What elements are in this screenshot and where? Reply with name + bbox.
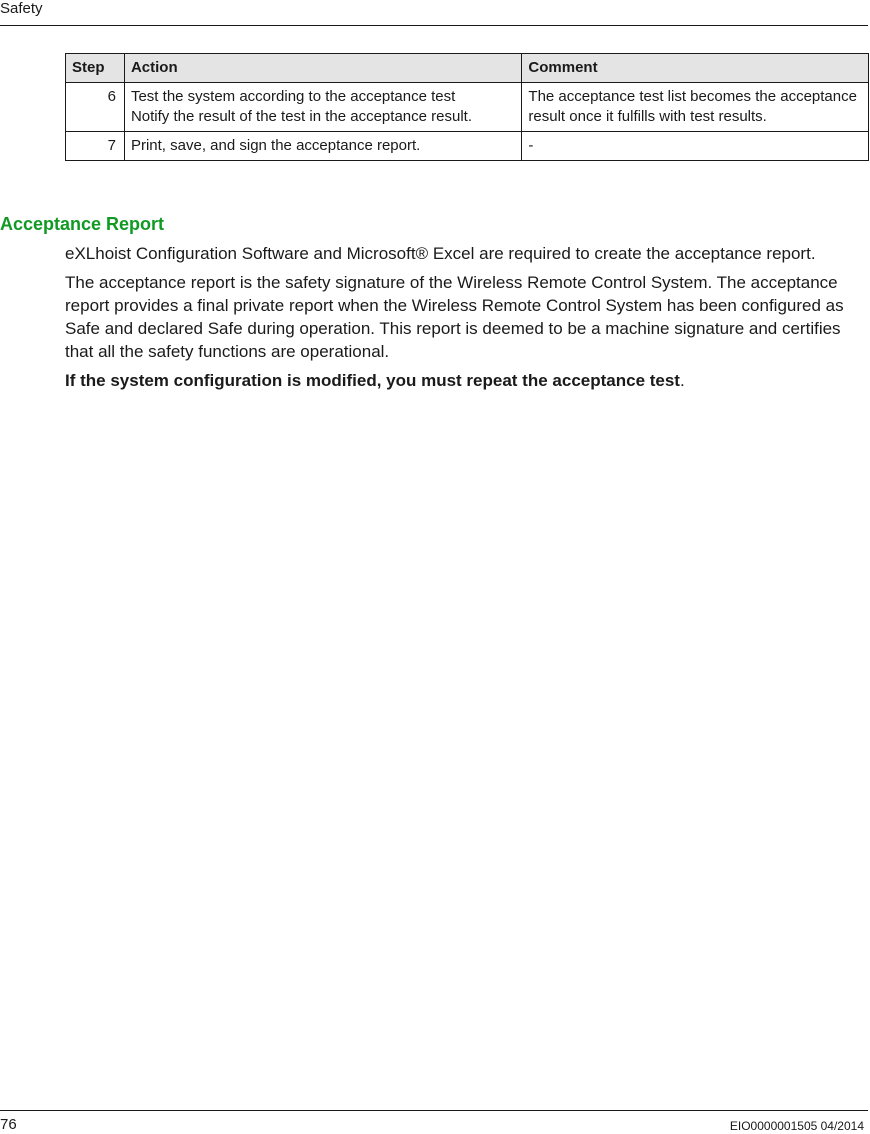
- table-header-row: [66, 54, 869, 83]
- emphasis-paragraph: [65, 369, 865, 392]
- step-action-line: Notify the result of the test in the acceptance result.: [130, 108, 472, 125]
- body-paragraph: eXLhoist Configuration Software and Microsoft® Excel are required to create the acceptance report.: [65, 244, 816, 263]
- step-action: [124, 83, 521, 132]
- step-action: [124, 132, 521, 161]
- footer-rule: [0, 1110, 868, 1111]
- document-id: EIO0000001505 04/2014: [729, 1119, 864, 1133]
- step-number: 7: [66, 132, 125, 161]
- running-header-section-title: Safety: [0, 0, 43, 17]
- body-paragraph: The acceptance report is the safety signature of the Wireless Remote Control System. The acceptance report provides a final private report when the Wireless Remote Control System has been configured as Safe and declared Safe during operation. This report is deemed to be a machine signature and certifies that all the safety functions are operational.: [65, 273, 844, 361]
- step-number: 6: [66, 83, 125, 132]
- procedure-table: [65, 53, 869, 161]
- page-number: 76: [0, 1116, 17, 1133]
- step-comment: -: [522, 132, 869, 161]
- step-comment: The acceptance test list becomes the acceptance result once it fulfills with test results.: [522, 83, 869, 132]
- column-header-step: Step: [66, 54, 125, 83]
- table-row: [66, 83, 869, 132]
- section-heading: Acceptance Report: [0, 214, 165, 234]
- step-action-line: Test the system according to the acceptance test: [130, 88, 456, 105]
- column-header-comment: Comment: [522, 54, 869, 83]
- table-row: [66, 132, 869, 161]
- column-header-action: Action: [124, 54, 521, 83]
- header-rule: [0, 25, 868, 26]
- emphasis-period: .: [679, 371, 685, 390]
- section-body: [65, 242, 865, 398]
- emphasis-text: If the system configuration is modified, you must repeat the acceptance test: [65, 371, 680, 390]
- step-action-line: Print, save, and sign the acceptance report.: [130, 137, 421, 154]
